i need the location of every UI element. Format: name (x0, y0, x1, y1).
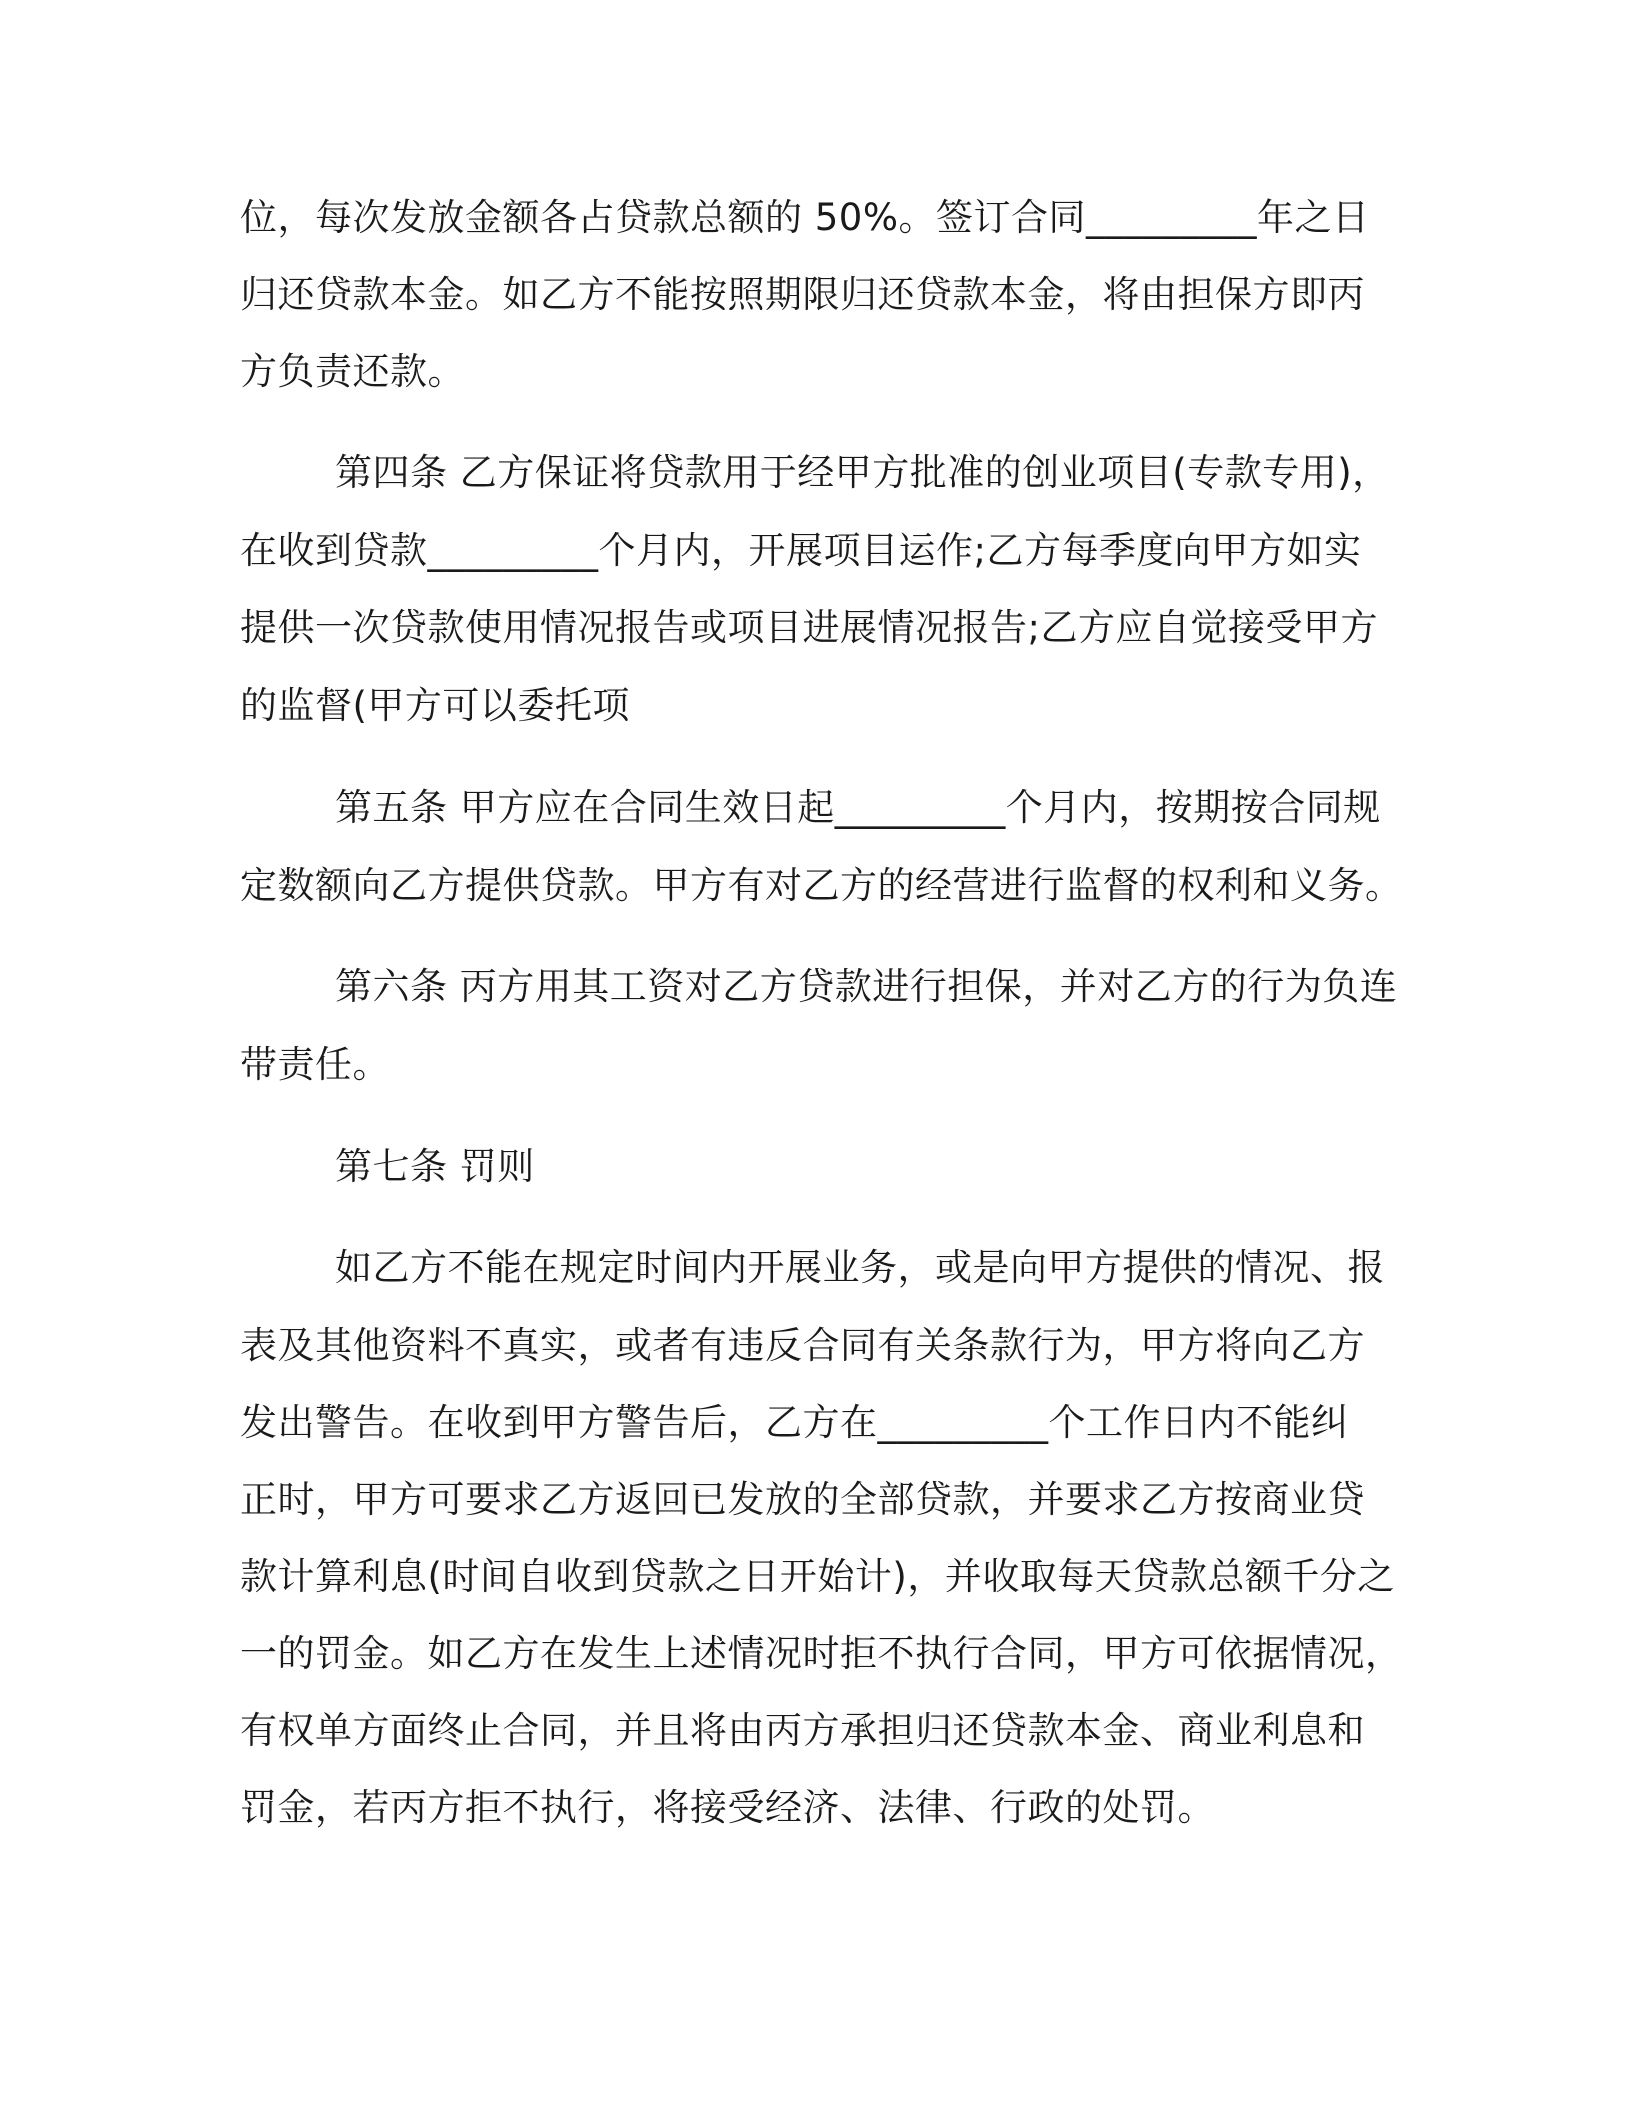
paragraph-line: 带责任。 (240, 1043, 390, 1086)
article-7-heading: 第七条 罚则 (335, 1145, 535, 1188)
paragraph-line: 在收到贷款_________个月内，开展项目运作;乙方每季度向甲方如实 (240, 529, 1362, 572)
paragraph-line: 的监督(甲方可以委托项 (240, 684, 630, 727)
paragraph-line: 提供一次贷款使用情况报告或项目进展情况报告;乙方应自觉接受甲方 (240, 606, 1378, 649)
paragraph-line: 定数额向乙方提供贷款。甲方有对乙方的经营进行监督的权利和义务。 (240, 864, 1403, 907)
paragraph-line: 如乙方不能在规定时间内开展业务，或是向甲方提供的情况、报 (335, 1246, 1385, 1289)
paragraph-line: 表及其他资料不真实，或者有违反合同有关条款行为，甲方将向乙方 (240, 1324, 1365, 1367)
paragraph-line: 罚金，若丙方拒不执行，将接受经济、法律、行政的处罚。 (240, 1786, 1215, 1829)
paragraph-line: 发出警告。在收到甲方警告后，乙方在_________个工作日内不能纠 (240, 1401, 1349, 1444)
paragraph-line: 方负责还款。 (240, 350, 465, 393)
paragraph-line: 一的罚金。如乙方在发生上述情况时拒不执行合同，甲方可依据情况， (240, 1632, 1403, 1675)
article-6-heading-line: 第六条 丙方用其工资对乙方贷款进行担保，并对乙方的行为负连 (335, 965, 1398, 1008)
paragraph-line: 正时，甲方可要求乙方返回已发放的全部贷款，并要求乙方按商业贷 (240, 1478, 1365, 1521)
article-4-heading-line: 第四条 乙方保证将贷款用于经甲方批准的创业项目(专款专用)， (335, 451, 1390, 494)
article-5-heading-line: 第五条 甲方应在合同生效日起_________个月内，按期按合同规 (335, 786, 1381, 829)
paragraph-line: 有权单方面终止合同，并且将由丙方承担归还贷款本金、商业利息和 (240, 1709, 1365, 1752)
paragraph-line: 归还贷款本金。如乙方不能按照期限归还贷款本金，将由担保方即丙 (240, 273, 1365, 316)
paragraph-line: 位，每次发放金额各占贷款总额的 50%。签订合同_________年之日 (240, 196, 1370, 239)
paragraph-line: 款计算利息(时间自收到贷款之日开始计)，并收取每天贷款总额千分之 (240, 1555, 1395, 1598)
